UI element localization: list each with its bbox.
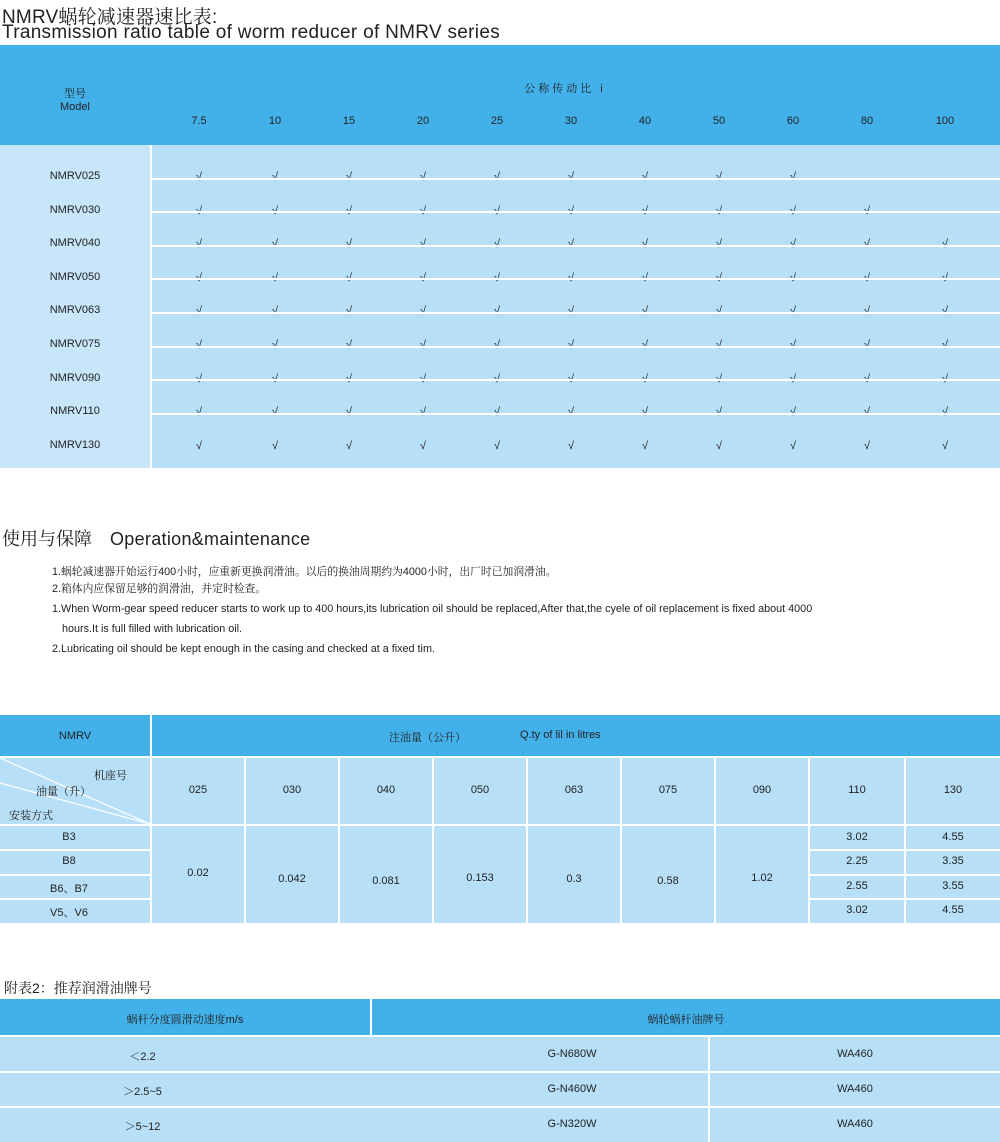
mounting-label: B6、B7: [50, 882, 88, 895]
merged-value-030: 0.042: [278, 873, 306, 885]
merged-value-090: 1.02: [751, 872, 773, 884]
model-name-nmrv110: NMRV110: [50, 405, 100, 418]
ratio-header-80: 80: [860, 115, 874, 127]
value-130: 4.55: [942, 831, 964, 843]
operation-section-title: [2, 525, 310, 551]
oil-table-body: [0, 826, 1000, 923]
check-icon: √: [493, 439, 501, 452]
size-header-050: 050: [470, 784, 490, 796]
operation-title-cn: 使用与保障: [2, 529, 92, 549]
ratio-header-title: 公称传动比 i: [524, 83, 606, 95]
operation-line-1: 1.蜗轮减速器开始运行400小时，应重新更换润滑油。以后的换油周期约为4000小时，出厂时已加润滑油。: [52, 566, 557, 578]
value-110: 2.55: [846, 879, 868, 892]
check-icon: √: [715, 439, 723, 452]
column-divider: [904, 826, 906, 923]
operation-line-5: 2.Lubricating oil should be kept enough in the casing and checked at a fixed tim.: [52, 643, 435, 655]
ratio-header-30: 30: [564, 115, 578, 127]
merged-value-040: 0.081: [372, 875, 400, 887]
oil-grade-a: G-N460W: [547, 1083, 597, 1095]
size-header-110: 110: [848, 784, 866, 796]
row-divider: [0, 849, 150, 851]
mounting-label: B3: [62, 831, 76, 843]
size-header-075: 075: [658, 784, 678, 796]
ratio-header-60: 60: [786, 115, 800, 127]
row-divider: [152, 245, 1000, 247]
model-name-nmrv040: NMRV040: [49, 237, 101, 250]
lubricant-table-body: [0, 1037, 1000, 1142]
size-header-130: 130: [943, 784, 963, 796]
check-icon: √: [641, 439, 649, 452]
column-divider: [808, 826, 810, 923]
row-divider: [0, 1071, 1000, 1073]
model-name-nmrv090: NMRV090: [49, 371, 101, 384]
row-divider: [0, 874, 150, 876]
operation-line-2: 2.箱体内应保留足够的润滑油，并定时检查。: [52, 583, 267, 595]
oil-table-title-en: Q.ty of lil in litres: [520, 729, 601, 741]
diag-label-mounting: 安装方式: [9, 810, 53, 822]
row-divider: [0, 898, 150, 900]
value-110: 2.25: [846, 855, 868, 868]
ratio-header-40: 40: [638, 115, 652, 127]
value-130: 4.55: [942, 903, 964, 916]
merged-value-050: 0.153: [466, 872, 494, 884]
operation-title-en: Operation&maintenance: [110, 529, 311, 549]
ratio-header-20: 20: [416, 115, 430, 127]
size-header-063: 063: [564, 784, 584, 796]
row-divider: [152, 379, 1000, 381]
ratio-header-10: 10: [268, 115, 282, 127]
size-header-030: 030: [282, 784, 302, 796]
merged-value-025: 0.02: [187, 867, 209, 879]
ratio-header-15: 15: [342, 115, 356, 127]
speed-value: ＜2.2: [129, 1051, 156, 1063]
mounting-label: V5、V6: [50, 906, 88, 919]
check-icon: √: [863, 439, 871, 452]
operation-line-3: 1.When Worm-gear speed reducer starts to work up to 400 hours,its lubrication oil should be replaced,After that,the cyele of oil replacement is fixed about 4000: [52, 603, 813, 615]
check-icon: √: [941, 439, 949, 452]
row-divider: [152, 346, 1000, 348]
check-icon: √: [789, 439, 797, 452]
model-header-en: Model: [60, 101, 90, 113]
size-header-025: 025: [188, 784, 208, 796]
check-icon: √: [345, 439, 353, 452]
row-divider: [0, 1106, 1000, 1108]
oil-grade-b: WA460: [837, 1118, 873, 1130]
page-title-en: Transmission ratio table of worm reducer of NMRV series: [2, 22, 500, 43]
row-divider: [152, 211, 1000, 213]
model-name-nmrv050: NMRV050: [49, 270, 101, 283]
row-divider: [152, 278, 1000, 280]
ratio-table: [0, 45, 1000, 468]
diag-label-oil: 油量（升）: [36, 786, 91, 798]
oil-table-corner: NMRV: [58, 730, 92, 742]
oil-grade-b: WA460: [837, 1083, 873, 1095]
merged-value-063: 0.3: [566, 873, 582, 885]
model-header-cn: 型号: [64, 88, 86, 100]
model-name-nmrv075: NMRV075: [49, 338, 101, 350]
speed-value: ＞2.5~5: [123, 1086, 162, 1098]
column-divider: [150, 715, 152, 756]
check-icon: √: [195, 439, 203, 452]
oil-grade-a: G-N680W: [547, 1048, 597, 1060]
model-name-nmrv025: NMRV025: [49, 170, 101, 182]
size-header-090: 090: [752, 784, 772, 796]
value-110: 3.02: [846, 903, 868, 916]
mounting-label: B8: [62, 855, 76, 868]
oil-quantity-table: [0, 715, 1000, 923]
recommend-title: 附表2：推荐润滑油牌号: [4, 980, 152, 996]
merged-value-075: 0.58: [657, 875, 679, 887]
lubricant-table-header: [0, 999, 1000, 1035]
check-icon: √: [419, 439, 427, 452]
ratio-header-7-5: 7.5: [191, 115, 207, 127]
size-header-040: 040: [376, 784, 396, 796]
oil-grade-a: G-N320W: [547, 1118, 597, 1130]
check-icon: √: [567, 439, 575, 452]
value-130: 3.55: [942, 879, 964, 892]
row-divider: [152, 312, 1000, 314]
oil-grade-b: WA460: [837, 1048, 873, 1060]
check-icon: √: [271, 439, 279, 452]
diag-label-size: 机座号: [94, 770, 127, 782]
value-130: 3.35: [942, 855, 964, 868]
oil-table-size-row: [0, 758, 1000, 824]
ratio-table-header: [0, 45, 1000, 145]
model-name-nmrv030: NMRV030: [49, 203, 101, 216]
model-name-nmrv063: NMRV063: [49, 304, 101, 317]
page-title-cn: NMRV蜗轮减速器速比表:: [2, 7, 218, 28]
speed-header: 蜗杆分度圆滑动速度m/s: [126, 1014, 244, 1026]
ratio-header-25: 25: [490, 115, 504, 127]
column-divider: [150, 145, 152, 468]
operation-line-4: hours.It is full filled with lubrication oil.: [62, 623, 243, 635]
value-110: 3.02: [846, 831, 868, 843]
model-name-nmrv130: NMRV130: [49, 438, 101, 451]
oil-grade-header: 蜗轮蜗杆油牌号: [647, 1014, 725, 1026]
row-divider: [152, 413, 1000, 415]
oil-table-title-cn: 注油量（公升）: [389, 732, 466, 744]
ratio-header-100: 100: [935, 115, 955, 127]
model-header: [40, 88, 110, 114]
row-divider: [152, 178, 1000, 180]
lubricant-table: [0, 999, 1000, 1142]
speed-value: ＞5~12: [124, 1121, 161, 1133]
ratio-header-50: 50: [712, 115, 726, 127]
